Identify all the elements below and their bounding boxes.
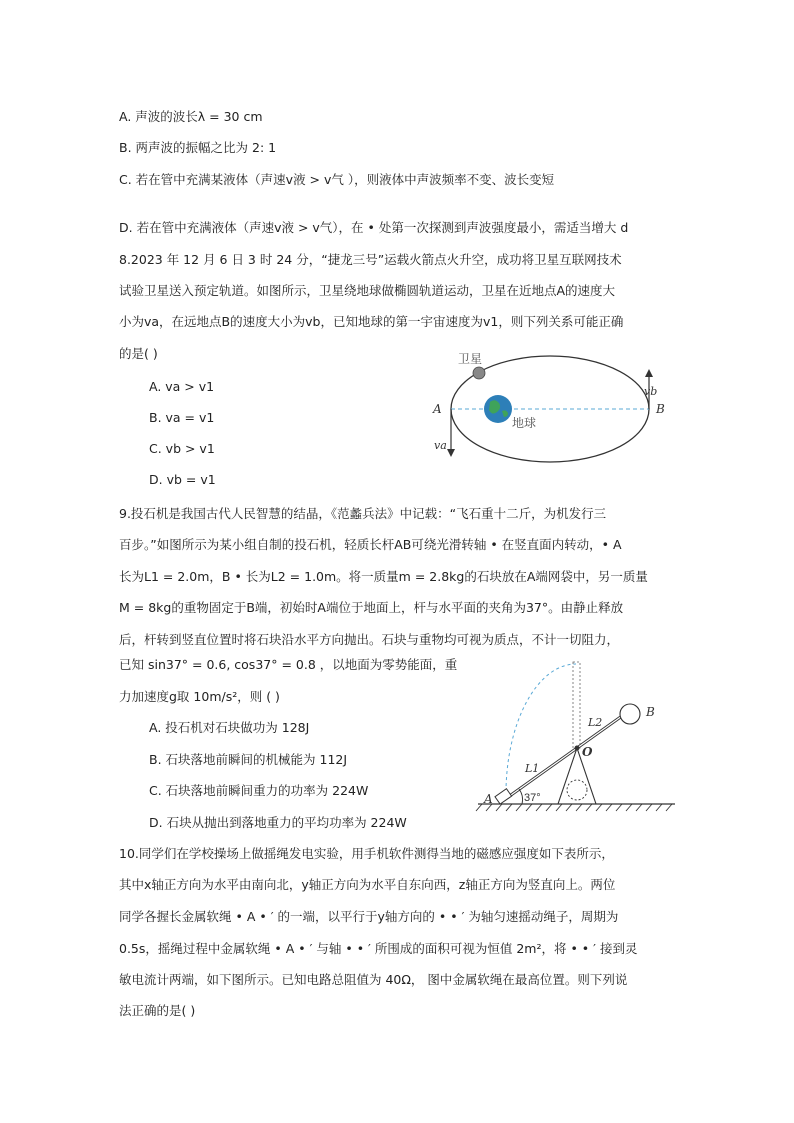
q8-line-4: 的是( )	[119, 346, 158, 361]
q8-line-3: 小为va，在远地点B的速度大小为vb，已知地球的第一宇宙速度为v1，则下列关系可能正确	[119, 314, 624, 329]
q7-option-a: A. 声波的波长λ = 30 cm	[119, 109, 263, 124]
q8-option-b: B. va = v1	[149, 410, 215, 425]
weight-b	[620, 704, 640, 724]
stone-pouch	[495, 789, 512, 804]
point-b-label: B	[646, 705, 655, 719]
l2-label: L2	[588, 716, 603, 729]
q9-line-5: 后，杆转到竖直位置时将石块沿水平方向抛出。石块与重物均可视为质点，不计一切阻力，	[119, 632, 620, 647]
l1-label: L1	[525, 762, 540, 775]
support-wheel	[567, 780, 587, 800]
q8-option-d: D. vb = v1	[149, 472, 216, 487]
trebuchet-figure	[470, 658, 680, 818]
q8-option-c: C. vb > v1	[149, 441, 215, 456]
q7-option-c: C. 若在管中充满某液体（声速v液 > v气 ），则液体中声波频率不变、波长变短	[119, 172, 555, 187]
vertical-rod-position	[573, 662, 580, 748]
satellite-label: 卫星	[458, 352, 483, 366]
q9-line-6: 已知 sin37° = 0.6, cos37° = 0.8 ，以地面为零势能面，重	[119, 657, 458, 672]
q9-option-a: A. 投石机对石块做功为 128J	[149, 720, 310, 735]
ground-hatching	[476, 804, 672, 811]
point-b-label: B	[656, 402, 665, 416]
angle-label: 37°	[524, 792, 541, 804]
q9-option-d: D. 石块从抛出到落地重力的平均功率为 224W	[149, 815, 407, 830]
q9-option-c: C. 石块落地前瞬间重力的功率为 224W	[149, 783, 369, 798]
q9-line-4: M = 8kg的重物固定于B端，初始时A端位于地面上，杆与水平面的夹角为37°。由静止释放	[119, 600, 624, 615]
trajectory-arc	[506, 664, 576, 798]
va-label: va	[434, 439, 447, 452]
point-a-label: A	[433, 402, 442, 416]
q10-line-1: 10.同学们在学校操场上做摇绳发电实验，用手机软件测得当地的磁感应强度如下表所示，	[119, 846, 614, 861]
q9-line-7: 力加速度g取 10m/s²，则 ( )	[119, 689, 280, 704]
point-a-label: A	[484, 792, 493, 806]
q7-option-d: D. 若在管中充满液体（声速v液 > v气），在 • 处第一次探测到声波强度最小，需适当增大 d	[119, 220, 629, 235]
q8-option-a: A. va > v1	[149, 379, 215, 394]
q7-option-b: B. 两声波的振幅之比为 2: 1	[119, 140, 277, 155]
q9-option-b: B. 石块落地前瞬间的机械能为 112J	[149, 752, 348, 767]
angle-arc	[519, 789, 523, 804]
vb-label: vb	[644, 385, 658, 398]
q10-line-5: 敏电流计两端，如下图所示。已知电路总阻值为 40Ω， 图中金属软绳在最高位置。则下列说	[119, 972, 628, 987]
q8-line-2: 试验卫星送入预定轨道。如图所示，卫星绕地球做椭圆轨道运动，卫星在近地点A的速度大	[119, 283, 616, 298]
q9-line-1: 9.投石机是我国古代人民智慧的结晶，《范蠡兵法》中记载：“飞石重十二斤，为机发行三	[119, 506, 607, 521]
orbit-figure	[420, 345, 680, 470]
q10-line-2: 其中x轴正方向为水平由南向北，y轴正方向为水平自东向西，z轴正方向为竖直向上。两位	[119, 877, 616, 892]
satellite-icon	[473, 367, 485, 379]
earth-label: 地球	[512, 416, 537, 430]
q10-line-4: 0.5s，摇绳过程中金属软绳 • A • ′ 与轴 • • ′ 所围成的面积可视为恒值 2m²，将 • • ′ 接到灵	[119, 941, 638, 956]
q10-line-6: 法正确的是( )	[119, 1003, 196, 1018]
q10-line-3: 同学各握长金属软绳 • A • ′ 的一端，以平行于y轴方向的 • • ′ 为轴匀速摇动绳子，周期为	[119, 909, 619, 924]
q8-line-1: 8.2023 年 12 月 6 日 3 时 24 分，“捷龙三号”运载火箭点火升空，成功将卫星互联网技术	[119, 252, 622, 267]
pivot-point	[575, 746, 580, 751]
point-o-label: O	[582, 745, 593, 759]
q9-line-2: 百步。”如图所示为某小组自制的投石机，轻质长杆AB可绕光滑转轴 • 在竖直面内转动，• A	[119, 537, 622, 552]
q9-line-3: 长为L1 = 2.0m，B • 长为L2 = 1.0m。将一质量m = 2.8kg的石块放在A端网袋中，另一质量	[119, 569, 648, 584]
